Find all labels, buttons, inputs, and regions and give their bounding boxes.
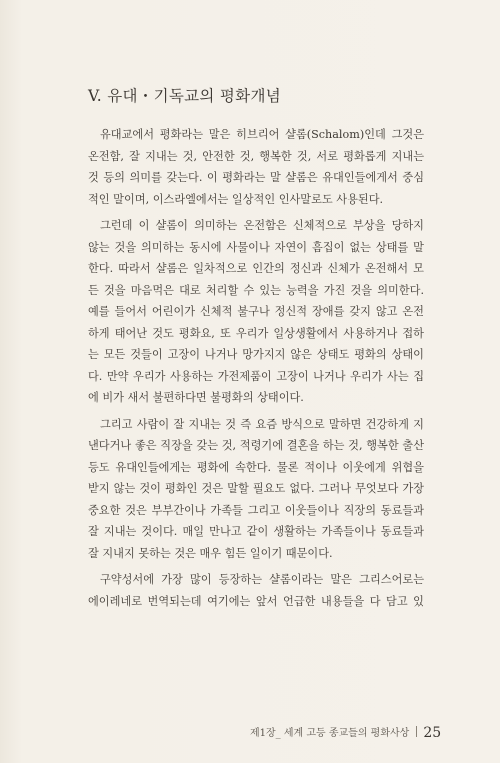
text-line: 는 모든 것들이 고장이 나거나 망가지지 않은 상태도 평화의 상태이 [88, 348, 424, 361]
text-line: 다. 만약 우리가 사용하는 가전제품이 고장이 나거나 우리가 사는 집 [88, 369, 424, 383]
text-line: 그런데 이 샬롬이 의미하는 온전함은 신체적으로 부상을 당하지 [100, 219, 424, 232]
page-number: 25 [423, 725, 442, 741]
paragraph [88, 414, 424, 565]
text-line: 등도 유대인들에게는 평화에 속한다. 물론 적이나 이웃에게 위협을 [88, 460, 424, 474]
text-line: 든 것을 마음먹은 대로 처리할 수 있는 능력을 가진 것을 의미한다. [88, 283, 424, 297]
paragraph [88, 124, 424, 210]
running-head: 제1장_ 세계 고등 종교들의 평화사상 [250, 728, 410, 739]
footer-divider [416, 726, 417, 737]
page-footer [250, 724, 442, 741]
text-line: 것 등의 의미를 갖는다. 이 평화라는 말 샬롬은 유대인들에게서 중심 [88, 171, 424, 184]
text-line: 않는 것을 의미하는 동시에 사물이나 자연이 흠집이 없는 상태를 말 [88, 240, 424, 254]
text-line: 적인 말이며, 이스라엘에서는 일상적인 인사말로도 사용된다. [88, 192, 384, 206]
paragraph [88, 215, 424, 409]
text-line: 에이레네로 번역되는데 여기에는 앞서 언급한 내용들을 다 담고 있 [88, 594, 424, 608]
text-line: 예를 들어서 어린이가 신체적 불구나 정신적 장애를 갖지 않고 온전 [88, 305, 424, 318]
text-line: 한다. 따라서 샬롬은 일차적으로 인간의 정신과 신체가 온전해서 모 [88, 262, 424, 275]
text-line: 그리고 사람이 잘 지내는 것 즉 요즘 방식으로 말하면 건강하게 지 [100, 417, 424, 431]
paragraph [88, 569, 424, 612]
text-line: 잘 지내는 것이다. 매일 만나고 같이 생활하는 가족들이나 동료들과 [88, 525, 424, 538]
section-heading: V. 유대・기독교의 평화개념 [88, 87, 281, 105]
text-line: 온전함, 잘 지내는 것, 안전한 것, 행복한 것, 서로 평화롭게 지내는 [88, 149, 424, 163]
text-line: 유대교에서 평화라는 말은 히브리어 샬롬(Schalom)인데 그것은 [100, 128, 424, 141]
body-text [88, 124, 424, 617]
text-line: 중요한 것은 부부간이나 가족들 그리고 이웃들이나 직장의 동료들과 [88, 503, 424, 517]
text-line: 하게 태어난 것도 평화요, 또 우리가 일상생활에서 사용하거나 접하 [88, 326, 424, 340]
text-line: 받지 않는 것이 평화인 것은 말할 필요도 없다. 그러나 무엇보다 가장 [88, 482, 424, 495]
text-line: 에 비가 새서 불편하다면 불평화의 상태이다. [88, 391, 304, 404]
text-line: 낸다거나 좋은 직장을 갖는 것, 적령기에 결혼을 하는 것, 행복한 출산 [88, 439, 424, 452]
text-line: 구약성서에 가장 많이 등장하는 샬롬이라는 말은 그리스어로는 [100, 573, 424, 586]
text-line: 잘 지내지 못하는 것은 매우 힘든 일이기 때문이다. [88, 546, 333, 560]
